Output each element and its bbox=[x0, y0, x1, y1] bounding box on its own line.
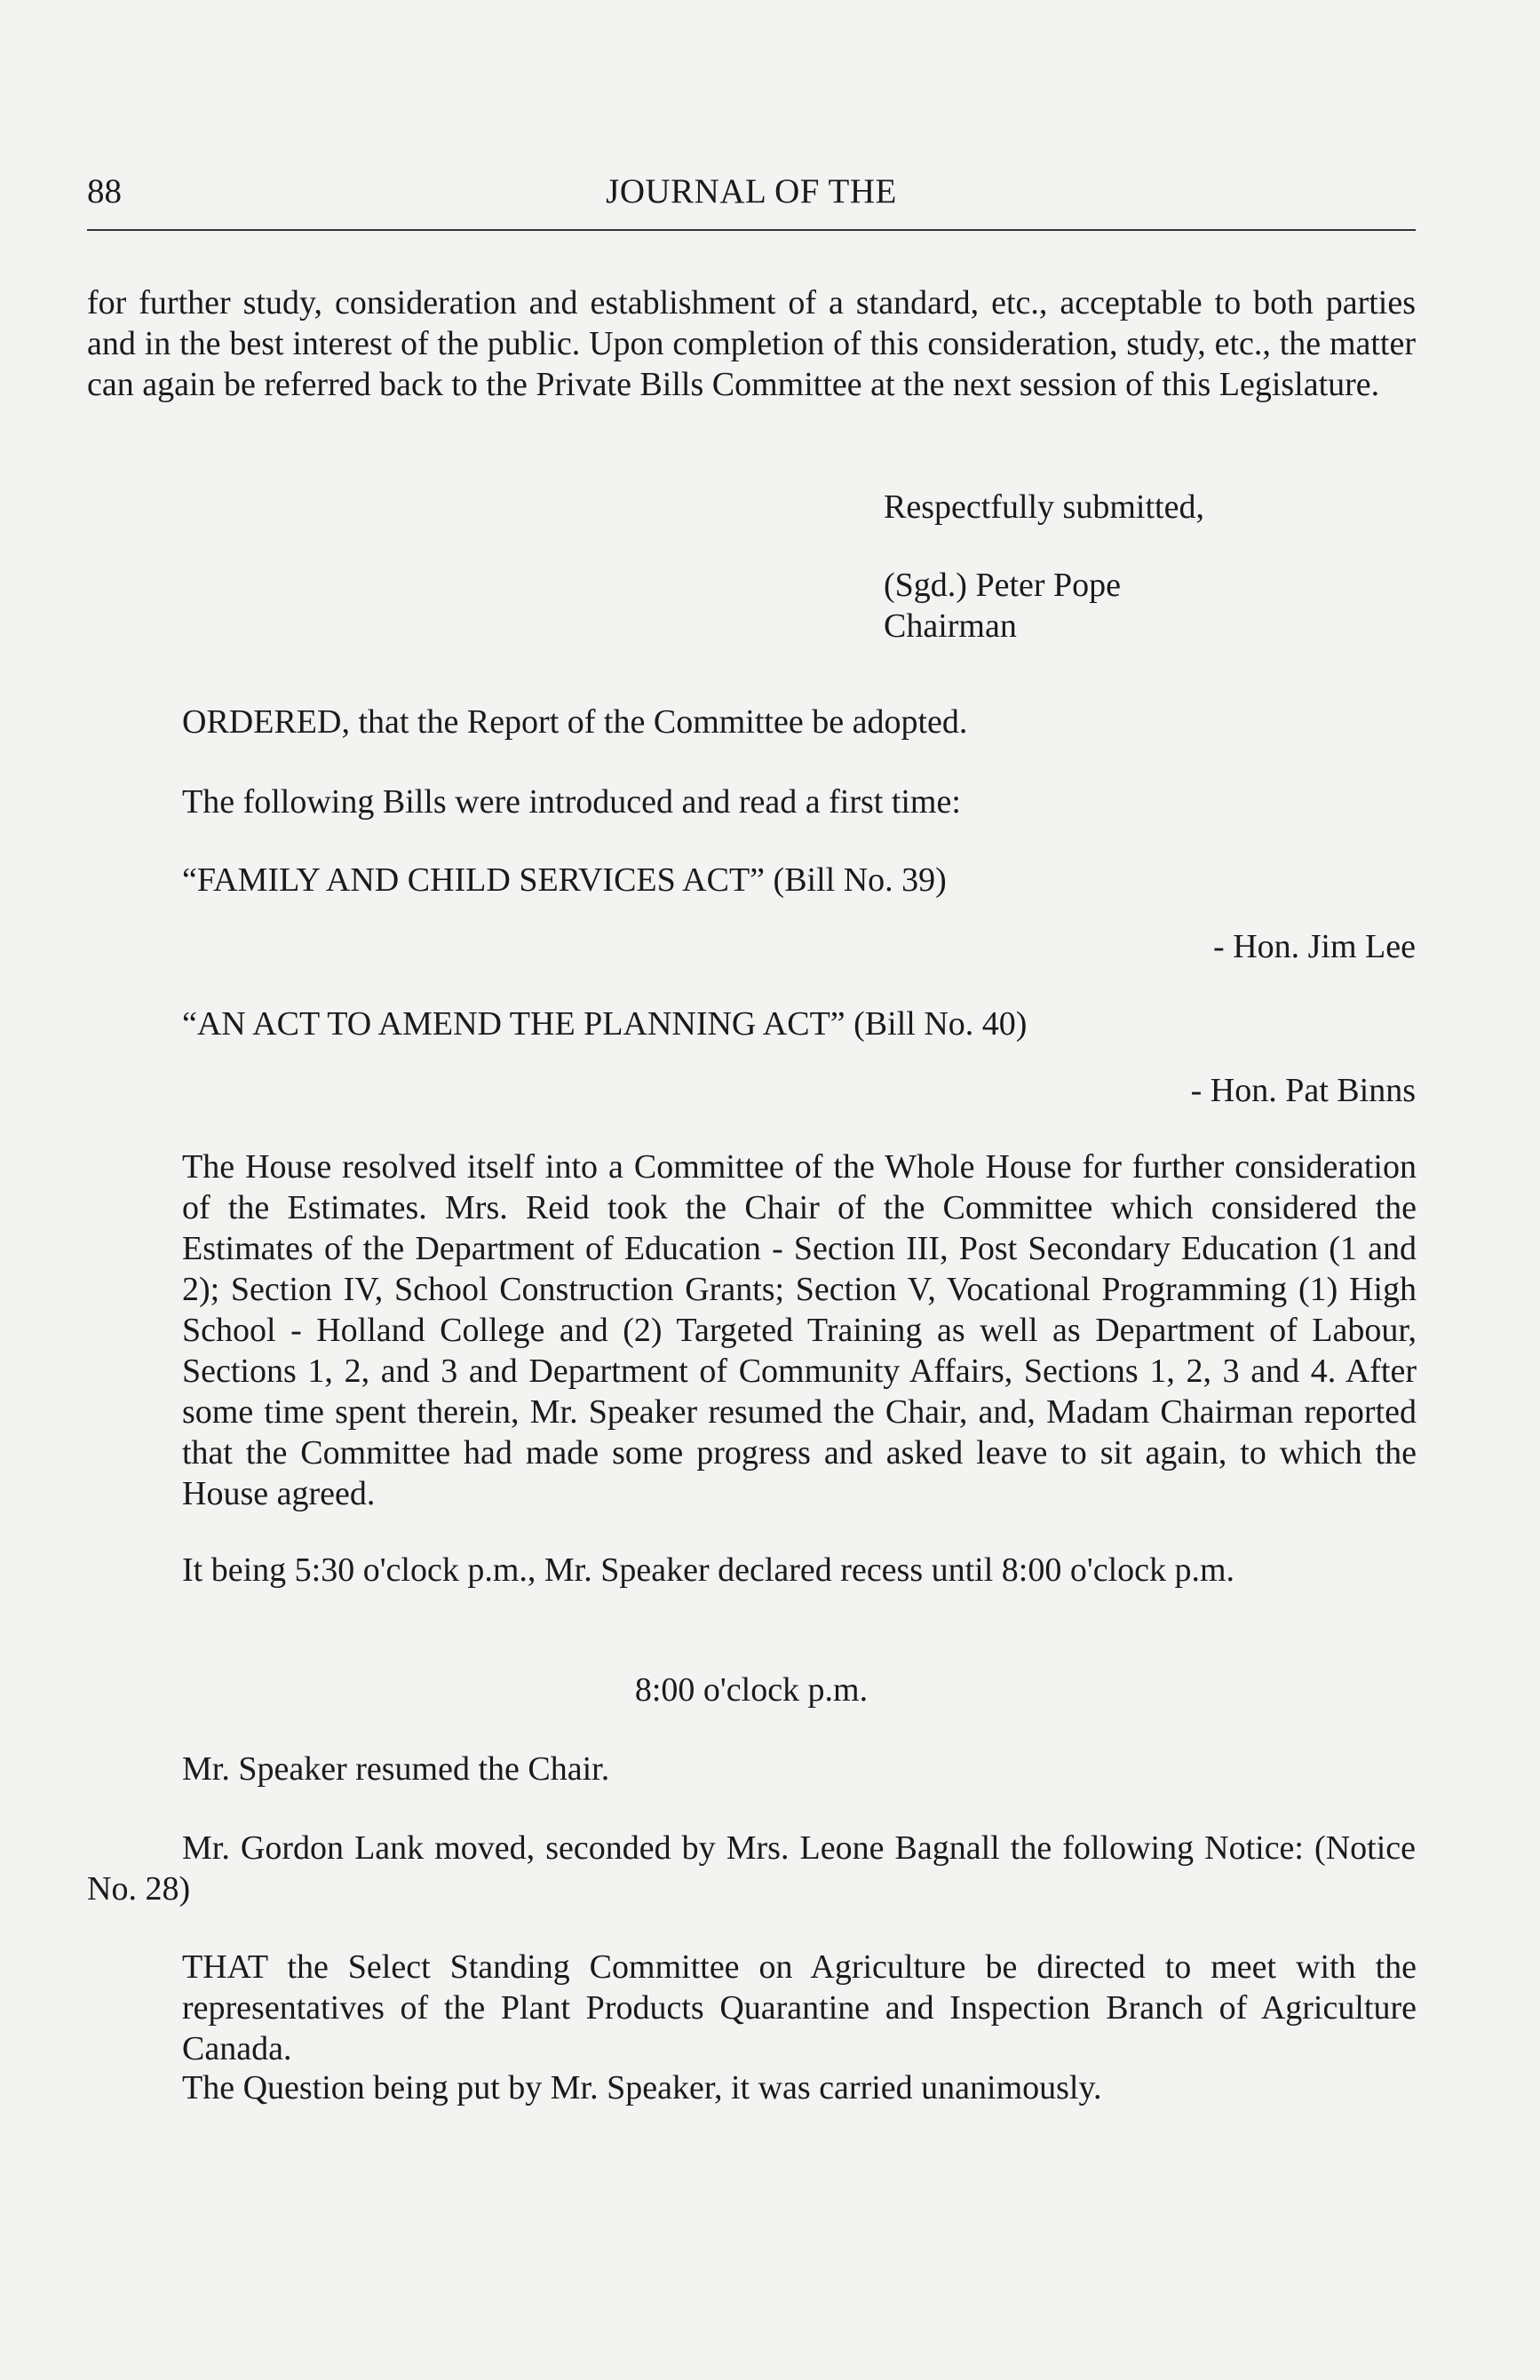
committee-whole-paragraph: The House resolved itself into a Committee of the Whole House for further consideration of the Estimates. Mrs. Reid took the Chair of the Committee which considered the Estimates of the Department of Education - Section III, Post Secondary Education (1 and 2); Section IV, School Construction Grants; Section V, Vocational Programming (1) High School - Holland College and (2) Targeted Training as well as Department of Labour, Sections 1, 2, and 3 and Department of Community Affairs, Sections 1, 2, 3 and 4. After some time spent therein, Mr. Speaker resumed the Chair, and, Madam Chairman reported that the Committee had made some progress and asked leave to sit again, to which the House agreed. bbox=[182, 1148, 1417, 1512]
signature-title: Chairman bbox=[884, 607, 1017, 645]
closing-line: Respectfully submitted, bbox=[884, 488, 1204, 526]
recess-paragraph: It being 5:30 o'clock p.m., Mr. Speaker declared recess until 8:00 o'clock p.m. bbox=[182, 1551, 1235, 1589]
header-rule bbox=[87, 229, 1416, 231]
notice-moved-paragraph: Mr. Gordon Lank moved, seconded by Mrs. Leone Bagnall the following Notice: (Notice No. 28) bbox=[87, 1829, 1416, 1908]
page-header bbox=[87, 169, 1416, 215]
speaker-resumed: Mr. Speaker resumed the Chair. bbox=[182, 1750, 610, 1788]
bill-40-title: “AN ACT TO AMEND THE PLANNING ACT” (Bill No. 40) bbox=[182, 1005, 1028, 1043]
page-number: 88 bbox=[87, 172, 122, 210]
notice-text: THAT the Select Standing Committee on Agriculture be directed to meet with the representatives of the Plant Products Quarantine and Inspection Branch of Agriculture Canada. bbox=[182, 1948, 1417, 2067]
question-put: The Question being put by Mr. Speaker, it was carried unanimously. bbox=[182, 2069, 1102, 2106]
continuation-paragraph: for further study, consideration and establishment of a standard, etc., acceptable to both parties and in the best interest of the public. Upon completion of this consideration, study, etc., the matter can again be referred back to the Private Bills Committee at the next session of this Legislature. bbox=[87, 284, 1416, 403]
ordered-paragraph: ORDERED, that the Report of the Committee be adopted. bbox=[182, 703, 968, 741]
bill-39-title: “FAMILY AND CHILD SERVICES ACT” (Bill No. 39) bbox=[182, 861, 947, 899]
signature-name: (Sgd.) Peter Pope bbox=[884, 567, 1122, 604]
bill-39-sponsor: - Hon. Jim Lee bbox=[1213, 928, 1416, 965]
bill-40-sponsor: - Hon. Pat Binns bbox=[1190, 1072, 1416, 1109]
running-title: JOURNAL OF THE bbox=[606, 172, 897, 210]
evening-time: 8:00 o'clock p.m. bbox=[634, 1671, 869, 1709]
bills-intro: The following Bills were introduced and read a first time: bbox=[182, 783, 961, 821]
